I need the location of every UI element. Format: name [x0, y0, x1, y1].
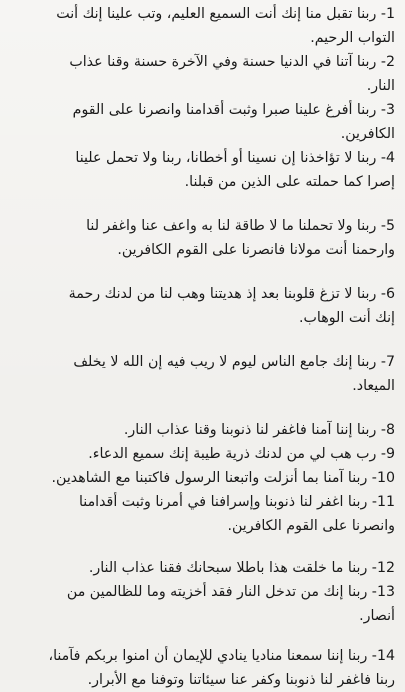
note-line: 2- ربنا آتنا في الدنيا حسنة وفي الآخرة حسنة وقنا عذاب	[69, 54, 395, 70]
note-line: وانصرنا على القوم الكافرين.	[227, 518, 395, 534]
note-line: إنك أنت الوهاب.	[299, 310, 395, 326]
paragraph-gap	[8, 330, 395, 350]
paragraph-gap	[8, 398, 395, 418]
note-line: 10- ربنا آمنا بما أنزلت واتبعنا الرسول فاكتبنا مع الشاهدين.	[51, 470, 395, 486]
note-line: 4- ربنا لا تؤاخذنا إن نسينا أو أخطانا، ربنا ولا تحمل علينا	[75, 150, 395, 166]
note-line: 9- رب هب لي من لدنك ذرية طيبة إنك سميع الدعاء.	[88, 446, 395, 462]
paragraph-gap	[8, 262, 395, 282]
note-line: 14- ربنا إننا سمعنا مناديا ينادي للإيمان أن امنوا بربكم فآمنا،	[48, 648, 395, 664]
note-line: 11- ربنا اغفر لنا ذنوبنا وإسرافنا في أمرنا وثبت أقدامنا	[78, 494, 395, 510]
note-line: 1- ربنا تقبل منا إنك أنت السميع العليم، وتب علينا إنك أنت	[56, 6, 395, 22]
note-line: 12- ربنا ما خلقت هذا باطلا سبحانك فقنا عذاب النار.	[88, 560, 395, 576]
note-line: أنصار.	[359, 608, 395, 624]
paragraph-gap	[8, 628, 395, 644]
note-line: 13- ربنا إنك من تدخل النار فقد أخزيته وما للظالمين من	[66, 584, 395, 600]
note-line: 5- ربنا ولا تحملنا ما لا طاقة لنا به واعف عنا واغفر لنا	[86, 218, 395, 234]
note-line: ربنا فاغفر لنا ذنوبنا وكفر عنا سيئاتنا وتوفنا مع الأبرار.	[87, 672, 395, 688]
note-line: التواب الرحيم.	[310, 30, 395, 46]
paragraph-gap	[8, 538, 395, 556]
note-line: الميعاد.	[352, 378, 395, 394]
note-line: النار.	[366, 78, 395, 94]
note-line: 8- ربنا إننا آمنا فاغفر لنا ذنوبنا وقنا عذاب النار.	[123, 422, 395, 438]
note-line: وارحمنا أنت مولانا فانصرنا على القوم الكافرين.	[117, 242, 395, 258]
note-line: إصرا كما حملته على الذين من قبلنا.	[184, 174, 395, 190]
note-line: 3- ربنا أفرغ علينا صبرا وثبت أقدامنا وانصرنا على القوم	[72, 102, 395, 118]
note-line: 7- ربنا إنك جامع الناس ليوم لا ريب فيه إن الله لا يخلف	[73, 354, 395, 370]
paragraph-gap	[8, 194, 395, 214]
note-line: الكافرين.	[340, 126, 395, 142]
note-line: 6- ربنا لا تزغ قلوبنا بعد إذ هديتنا وهب لنا من لدنك رحمة	[68, 286, 395, 302]
